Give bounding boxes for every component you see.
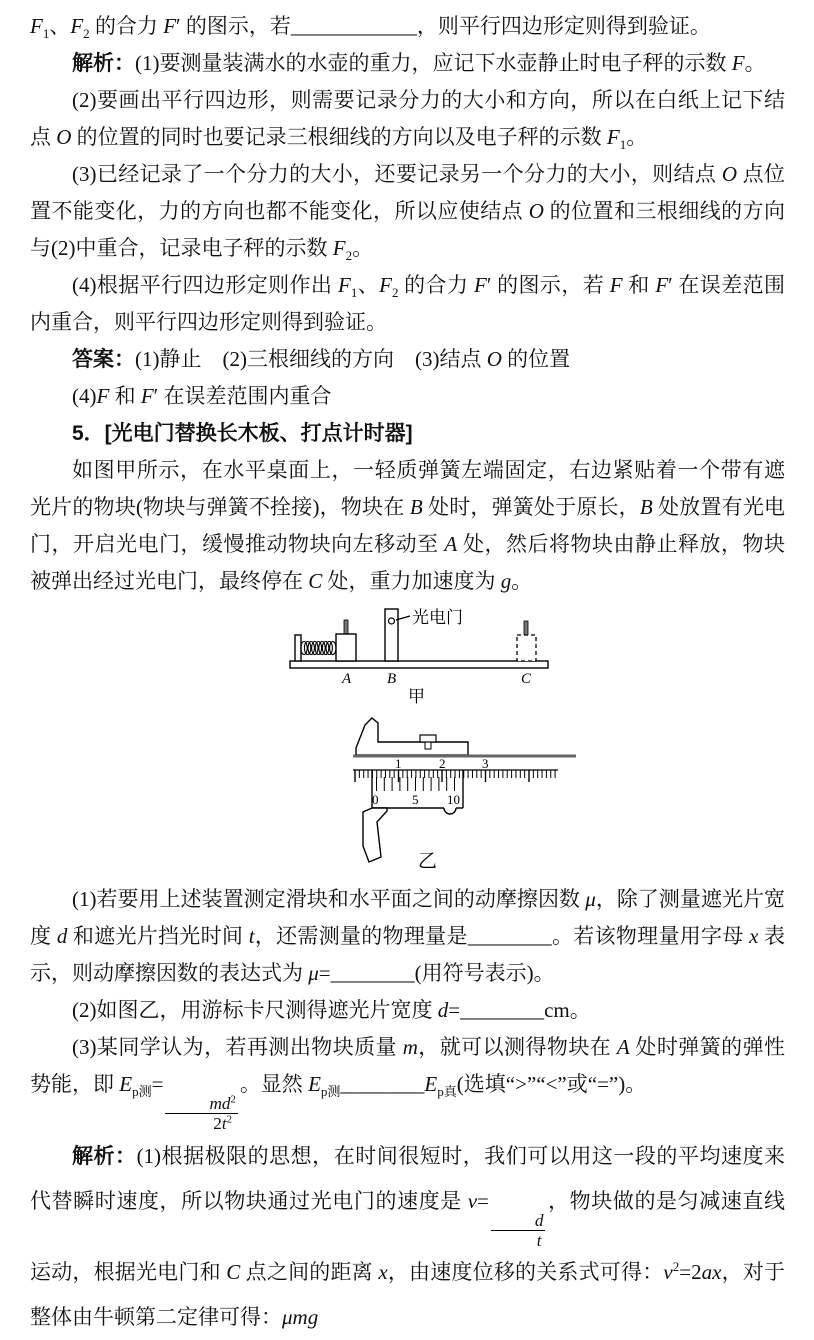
analysis-step-3: (3)已经记录了一个分力的大小，还要记录另一个分力的大小，则结点 O 点位置不能变化，力的方向也都不能变化，所以应使结点 O 的位置和三根细线的方向与(2)中重合，记录电子秤的示数 $F_2$。 (30, 162, 786, 264)
point-label-c: C (521, 671, 532, 687)
point-label-b: B (387, 671, 397, 687)
question-3: (3)某同学认为，若再测出物块质量 m，就可以测得物块在 A 处时弹簧的弹性势能，即 $E_{p测}=$ $\frac{md^2}{2t^2}$ 。显然 $E_{p测}\_\_\_\_\_\_\_\_E_{p真}$(选填“>”“<”或“=”)。 (30, 1035, 786, 1134)
question-2: (2)如图乙，用游标卡尺测得遮光片宽度 d=________cm。 (72, 998, 591, 1022)
photogate-sensor-icon (389, 618, 395, 624)
fixed-wall (295, 635, 301, 661)
caliper-movable-jaw (363, 808, 387, 862)
analysis-step-2: (2)要画出平行四边形，则需要记录分力的大小和方向，所以在白纸上记下结点 O 的位置的同时也要记录三根细线的方向以及电子秤的示数 $F_1$。 (30, 88, 785, 153)
figure-apparatus-jia (288, 605, 560, 710)
caliper-fixed-jaw (356, 718, 468, 755)
answer-line-1: 答案：(1)静止 (2)三根细线的方向 (3)结点 O 的位置 (72, 347, 571, 371)
vernier-0: 0 (372, 792, 379, 807)
knob-stem (425, 742, 431, 749)
block-at-a (336, 634, 356, 661)
shutter-flag-a (344, 620, 348, 634)
apparatus-diagram (288, 605, 560, 705)
question-1: (1)若要用上述装置测定滑块和水平面之间的动摩擦因数 μ，除了测量遮光片宽度 d 和遮光片挡光时间 t，还需测量的物理量是________。若该物理量用字母 x 表示，则动摩擦因数的表达式为 μ=________(用符号表示)。 (30, 887, 786, 985)
intro-line: $F_1$、$F_2$ 的合力 F′ 的图示，若____________，则平行四边形定则得到验证。 (30, 14, 711, 42)
block-at-c-dashed (517, 635, 536, 661)
problem-5-statement: 如图甲所示，在水平桌面上，一轻质弹簧左端固定，右边紧贴着一个带有遮光片的物块(物块与弹簧不拴接)，物块在 B 处时，弹簧处于原长，B 处放置有光电门，开启光电门，缓慢推动物块向左移动至 A 处，然后将物块由静止释放，物块被弹出经过光电门，最终停在 C 处，重力加速度为 g。 (30, 458, 786, 593)
analysis-step-4: (4)根据平行四边形定则作出 $F_1$、$F_2$ 的合力 F′ 的图示，若 F 和 F′ 在误差范围内重合，则平行四边形定则得到验证。 (30, 273, 786, 334)
shutter-flag-c (524, 621, 528, 635)
problem-5-heading: 5．[光电门替换长木板、打点计时器] (72, 422, 413, 445)
figure-yi-caption: 乙 (418, 851, 438, 870)
table-surface (290, 661, 548, 668)
figure-caliper-yi (350, 712, 582, 875)
photogate-label: 光电门 (412, 608, 463, 627)
solution-5: 解析：(1)根据极限的思想，在时间很短时，我们可以用这一段的平均速度来代替瞬时速度，所以物块通过光电门的速度是 v= $\frac{d}{t}$ ，物块做的是匀减速直线运动，根据光电门和 C 点之间的距离 x，由速度位移的关系式可得：$v^2=2ax$，对于整体由牛顿第二定律可得：μmg (30, 1143, 786, 1330)
point-label-a: A (342, 671, 352, 687)
photogate-post (385, 609, 398, 661)
vernier-5: 5 (412, 792, 419, 807)
main-scale-2: 2 (439, 756, 446, 771)
vernier-caliper-diagram (350, 712, 582, 870)
vernier-10: 10 (447, 792, 460, 807)
figure-jia-caption: 甲 (408, 687, 425, 705)
thumb-screw (420, 735, 436, 742)
analysis-step-1: 解析：(1)要测量装满水的水壶的重力，应记下水壶静止时电子秤的示数 F。 (72, 51, 766, 75)
answer-line-2: (4)F 和 F′ 在误差范围内重合 (72, 384, 332, 408)
spring (301, 642, 336, 655)
main-scale-1: 1 (395, 756, 402, 771)
main-scale-3: 3 (482, 756, 489, 771)
slider-notch (444, 808, 456, 814)
